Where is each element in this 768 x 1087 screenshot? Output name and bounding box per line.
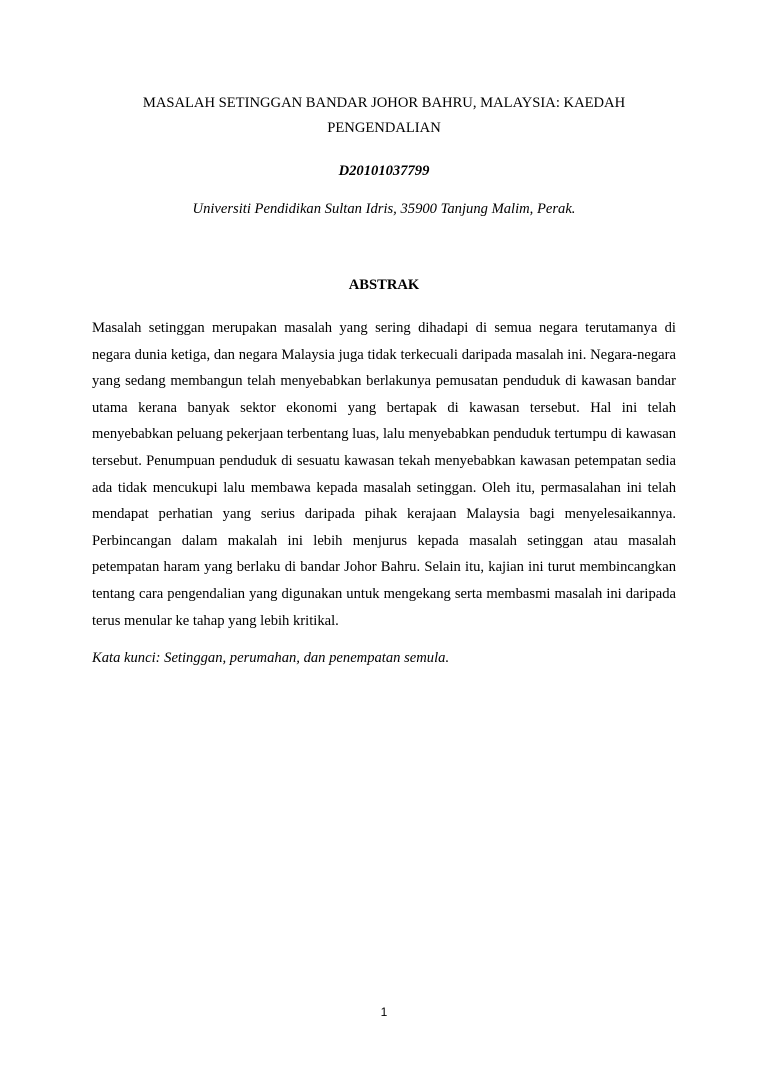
page-number: 1 bbox=[380, 1005, 388, 1019]
keywords: Kata kunci: Setinggan, perumahan, dan penempatan semula. bbox=[92, 650, 450, 666]
abstract-body: Masalah setinggan merupakan masalah yang sering dihadapi di semua negara terutamanya di negara dunia ketiga, dan negara Malaysia juga tidak terkecuali daripada masalah ini. Negara-negara yang sedang membangun telah menyebabkan berlakunya pemusatan penduduk di kawasan bandar utama kerana banyak sektor ekonomi yang bertapak di kawasan tersebut. Hal ini telah menyebabkan peluang pekerjaan terbentang luas, lalu menyebabkan penduduk tertumpu di kawasan tersebut. Penumpuan penduduk di sesuatu kawasan tekah menyebabkan kawasan petempatan sedia ada tidak mencukupi lalu membawa kepada masalah setinggan. Oleh itu, permasalahan ini telah mendapat perhatian yang serius daripada pihak kerajaan Malaysia bagi menyelesaikannya. Perbincangan dalam makalah ini lebih menjurus kepada masalah setinggan atau masalah petempatan haram yang berlaku di bandar Johor Bahru. Selain itu, kajian ini turut membincangkan tentang cara pengendalian yang digunakan untuk mengekang serta membasmi masalah ini daripada terus menular ke tahap yang lebih kritikal. bbox=[92, 320, 676, 629]
paper-title bbox=[92, 91, 676, 141]
affiliation: Universiti Pendidikan Sultan Idris, 35900 Tanjung Malim, Perak. bbox=[192, 201, 576, 217]
author-id: D20101037799 bbox=[338, 163, 430, 179]
abstract-heading: ABSTRAK bbox=[348, 277, 420, 293]
paper-title-line-2: PENGENDALIAN bbox=[327, 120, 441, 136]
paper-title-line-1: MASALAH SETINGGAN BANDAR JOHOR BAHRU, MALAYSIA: KAEDAH bbox=[142, 95, 626, 111]
